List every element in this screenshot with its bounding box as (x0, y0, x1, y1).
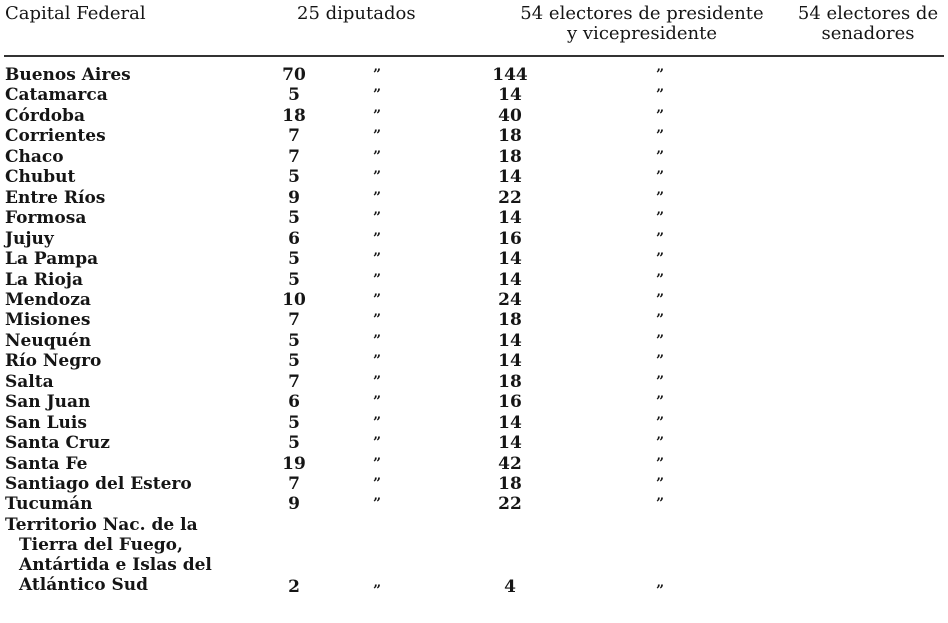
row-ditto-1: ” (372, 210, 382, 227)
row-diputados: 5 (288, 433, 300, 454)
row-ditto-1: ” (372, 271, 382, 288)
row-electores-presidente: 16 (498, 228, 522, 249)
header-electores-senadores (790, 4, 946, 44)
row-name: San Juan (5, 392, 91, 413)
row-electores-presidente: 4 (504, 576, 516, 597)
row-electores-presidente: 18 (498, 474, 522, 494)
row-name: Formosa (5, 208, 87, 229)
row-ditto-1: ” (372, 189, 382, 206)
row-ditto-1: ” (372, 455, 382, 472)
row-electores-presidente: 24 (498, 289, 522, 310)
row-electores-presidente: 144 (492, 65, 528, 85)
row-ditto-2: ” (655, 353, 665, 370)
row-ditto-2: ” (655, 67, 665, 83)
row-name: San Luis (5, 412, 87, 433)
row-ditto-1: ” (372, 87, 382, 104)
row-name (5, 515, 212, 595)
row-name: Entre Ríos (5, 187, 106, 208)
row-ditto-2: ” (655, 148, 665, 165)
row-name: Neuquén (5, 330, 92, 351)
row-name: Corrientes (5, 126, 106, 147)
row-electores-presidente: 18 (498, 126, 522, 147)
row-electores-presidente: 14 (498, 85, 522, 106)
row-diputados: 7 (288, 126, 300, 147)
row-diputados: 9 (288, 494, 300, 515)
row-name: La Rioja (5, 269, 83, 290)
row-ditto-2: ” (655, 435, 665, 452)
row-ditto-2: ” (655, 582, 665, 599)
row-ditto-1: ” (372, 169, 382, 186)
row-diputados: 5 (288, 208, 300, 229)
header-capital-federal: Capital Federal (5, 3, 146, 24)
row-diputados: 7 (288, 474, 300, 494)
row-ditto-1: ” (372, 148, 382, 165)
row-ditto-2: ” (655, 332, 665, 349)
row-name: Jujuy (5, 228, 54, 249)
header-electores-presidente-line2: y vicepresidente (567, 23, 717, 44)
row-ditto-1: ” (372, 332, 382, 349)
row-name-line: Antártida e Islas del (19, 554, 212, 575)
row-ditto-1: ” (372, 312, 382, 329)
row-ditto-2: ” (655, 271, 665, 288)
row-ditto-1: ” (372, 373, 382, 390)
row-electores-presidente: 14 (498, 412, 522, 433)
row-name: Santa Fe (5, 453, 88, 474)
row-diputados: 5 (288, 269, 300, 290)
row-ditto-2: ” (655, 312, 665, 329)
row-ditto-1: ” (372, 496, 382, 513)
row-electores-presidente: 14 (498, 208, 522, 229)
row-ditto-1: ” (372, 67, 382, 83)
row-ditto-2: ” (655, 496, 665, 513)
row-diputados: 7 (288, 310, 300, 331)
row-diputados: 18 (282, 105, 306, 126)
row-ditto-1: ” (372, 435, 382, 452)
row-diputados: 9 (288, 187, 300, 208)
header-electores-senadores-line2: senadores (821, 23, 915, 44)
row-diputados: 5 (288, 412, 300, 433)
header-electores-presidente-line1: 54 electores de presidente (520, 3, 764, 24)
row-diputados: 19 (282, 453, 306, 474)
row-ditto-2: ” (655, 189, 665, 206)
row-name: Santa Cruz (5, 433, 110, 454)
row-name: La Pampa (5, 249, 99, 270)
row-ditto-1: ” (372, 291, 382, 308)
row-name-line: Territorio Nac. de la (5, 514, 198, 535)
row-diputados: 2 (288, 576, 300, 597)
header-divider (4, 55, 944, 57)
row-electores-presidente: 16 (498, 392, 522, 413)
row-electores-presidente: 18 (498, 146, 522, 167)
row-name: Misiones (5, 310, 91, 331)
row-name: Tucumán (5, 494, 93, 515)
row-name: Salta (5, 371, 54, 392)
row-electores-presidente: 14 (498, 269, 522, 290)
row-ditto-1: ” (372, 353, 382, 370)
row-diputados: 5 (288, 249, 300, 270)
row-ditto-2: ” (655, 210, 665, 227)
row-diputados: 5 (288, 330, 300, 351)
row-ditto-1: ” (372, 128, 382, 145)
row-ditto-2: ” (655, 169, 665, 186)
row-electores-presidente: 14 (498, 351, 522, 372)
row-ditto-2: ” (655, 87, 665, 104)
header-electores-presidente (497, 4, 787, 44)
row-name: Santiago del Estero (5, 474, 192, 494)
row-electores-presidente: 14 (498, 249, 522, 270)
row-electores-presidente: 14 (498, 330, 522, 351)
row-ditto-2: ” (655, 251, 665, 268)
header-diputados: 25 diputados (297, 3, 416, 24)
row-ditto-2: ” (655, 414, 665, 431)
row-diputados: 7 (288, 146, 300, 167)
row-diputados: 5 (288, 167, 300, 188)
row-electores-presidente: 14 (498, 167, 522, 188)
header-electores-senadores-line1: 54 electores de (797, 3, 939, 24)
row-name-line: Atlántico Sud (19, 574, 149, 595)
row-ditto-1: ” (372, 394, 382, 411)
row-ditto-2: ” (655, 373, 665, 390)
row-diputados: 70 (282, 65, 306, 85)
row-electores-presidente: 18 (498, 371, 522, 392)
row-name: Río Negro (5, 351, 102, 372)
row-ditto-2: ” (655, 455, 665, 472)
row-electores-presidente: 18 (498, 310, 522, 331)
row-name: Chaco (5, 146, 64, 167)
row-electores-presidente: 22 (498, 187, 522, 208)
row-name: Catamarca (5, 85, 108, 106)
row-electores-presidente: 42 (498, 453, 522, 474)
row-electores-presidente: 14 (498, 433, 522, 454)
row-ditto-2: ” (655, 230, 665, 247)
row-diputados: 6 (288, 392, 300, 413)
row-name: Chubut (5, 167, 76, 188)
row-ditto-1: ” (372, 476, 382, 492)
row-diputados: 7 (288, 371, 300, 392)
row-ditto-1: ” (372, 251, 382, 268)
row-name-line: Tierra del Fuego, (19, 534, 183, 555)
row-electores-presidente: 22 (498, 494, 522, 515)
row-ditto-2: ” (655, 128, 665, 145)
row-ditto-1: ” (372, 414, 382, 431)
row-name: Buenos Aires (5, 65, 131, 85)
row-diputados: 5 (288, 351, 300, 372)
row-diputados: 6 (288, 228, 300, 249)
row-ditto-2: ” (655, 107, 665, 124)
row-ditto-1: ” (372, 107, 382, 124)
row-electores-presidente: 40 (498, 105, 522, 126)
row-name: Mendoza (5, 289, 91, 310)
row-ditto-2: ” (655, 476, 665, 492)
row-ditto-2: ” (655, 394, 665, 411)
row-ditto-1: ” (372, 582, 382, 599)
row-diputados: 10 (282, 289, 306, 310)
row-name: Córdoba (5, 105, 85, 126)
row-diputados: 5 (288, 85, 300, 106)
row-ditto-1: ” (372, 230, 382, 247)
row-ditto-2: ” (655, 291, 665, 308)
